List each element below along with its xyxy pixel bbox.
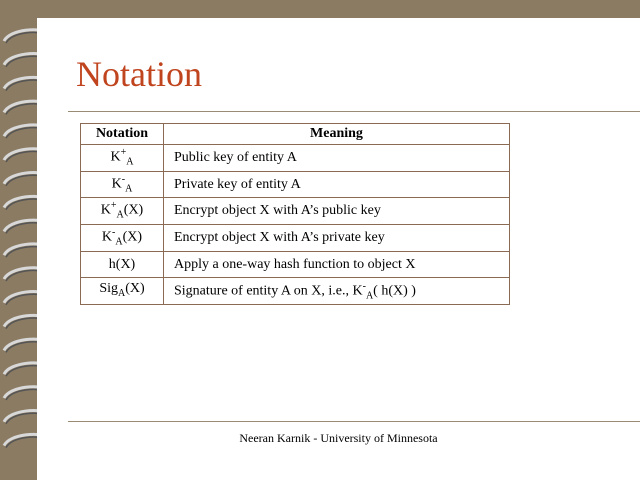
meaning-subscript: A	[365, 290, 374, 301]
table-row	[81, 278, 510, 305]
meaning-cell: Encrypt object X with A’s private key	[164, 225, 510, 252]
slide-page	[37, 18, 640, 480]
symbol-subscript: A	[116, 209, 124, 221]
symbol-base: Sig	[99, 280, 118, 296]
table-row	[81, 145, 510, 172]
slide-title: Notation	[76, 54, 202, 94]
notation-cell	[81, 278, 164, 305]
meaning-cell	[164, 278, 510, 305]
header-notation: Notation	[81, 124, 164, 145]
notation-cell	[81, 198, 164, 225]
symbol-base: K	[111, 176, 122, 192]
symbol-superscript: +	[110, 200, 117, 212]
table-row	[81, 171, 510, 198]
meaning-text: ( h(X) )	[373, 283, 416, 299]
meaning-text: Signature of entity A on X, i.e., K	[174, 283, 363, 299]
symbol-subscript: A	[125, 183, 133, 195]
meaning-cell: Public key of entity A	[164, 145, 510, 172]
meaning-cell: Apply a one-way hash function to object X	[164, 251, 510, 278]
symbol-superscript: -	[121, 173, 126, 185]
symbol-suffix: (X)	[125, 280, 145, 296]
symbol-base: h(X)	[108, 256, 136, 272]
symbol-base: K	[110, 149, 121, 165]
symbol-superscript: +	[120, 147, 127, 159]
footer-divider	[68, 421, 640, 422]
meaning-superscript: -	[362, 280, 366, 292]
symbol-subscript: A	[126, 156, 134, 168]
symbol-subscript: A	[115, 236, 123, 248]
notation-cell	[81, 251, 164, 278]
symbol-subscript: A	[118, 287, 126, 299]
header-meaning: Meaning	[164, 124, 510, 145]
notation-cell	[81, 145, 164, 172]
notation-cell	[81, 171, 164, 198]
symbol-superscript: -	[112, 227, 116, 239]
symbol-base: K	[101, 229, 113, 245]
symbol-suffix: (X)	[123, 203, 144, 219]
title-divider	[68, 111, 640, 112]
notation-table	[80, 123, 510, 305]
symbol-base: K	[100, 203, 111, 219]
symbol-suffix: (X)	[122, 229, 143, 245]
table-row	[81, 251, 510, 278]
table-header-row	[81, 124, 510, 145]
meaning-cell: Encrypt object X with A’s public key	[164, 198, 510, 225]
table-row	[81, 198, 510, 225]
meaning-cell: Private key of entity A	[164, 171, 510, 198]
table-row	[81, 225, 510, 252]
slide-footer: Neeran Karnik - University of Minnesota	[239, 431, 438, 445]
notation-cell	[81, 225, 164, 252]
